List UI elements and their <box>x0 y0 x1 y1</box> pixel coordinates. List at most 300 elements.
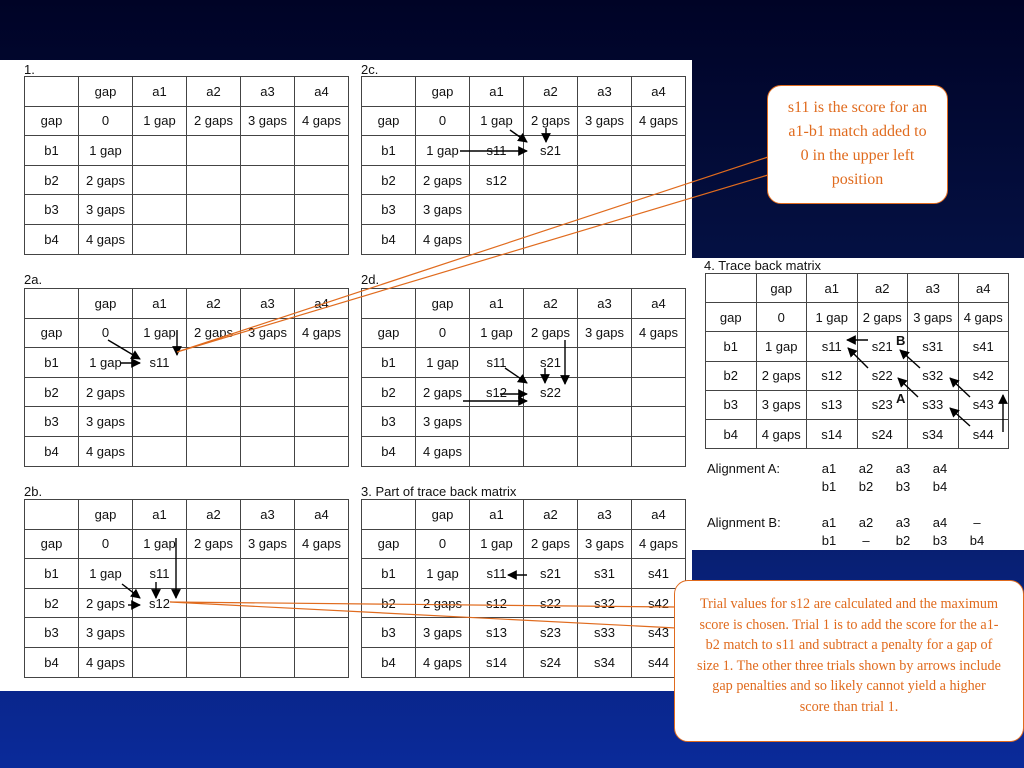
alignment-symbol: a4 <box>932 461 948 476</box>
matrix-cell: a3 <box>578 77 632 107</box>
matrix-cell <box>187 224 241 254</box>
matrix-cell: 0 <box>416 529 470 559</box>
table-row <box>25 647 349 677</box>
matrix-cell <box>632 195 686 225</box>
matrix-2c <box>361 76 686 255</box>
matrix-cell: s13 <box>807 390 858 419</box>
matrix-cell: a3 <box>578 500 632 530</box>
matrix-cell <box>187 407 241 437</box>
matrix-cell: s21 <box>857 332 908 361</box>
matrix-cell: b1 <box>25 559 79 589</box>
alignment-symbol: a2 <box>858 461 874 476</box>
matrix-cell: s12 <box>133 588 187 618</box>
panel-label-2c: 2c. <box>361 62 379 77</box>
table-row <box>706 390 1009 419</box>
alignment-symbol: b4 <box>932 479 948 494</box>
callout-s12: Trial values for s12 are calculated and the maximum score is chosen. Trial 1 is to add the score for the a1-b2 match to s11 and subtract a penalty for a gap of size 1. The other three trials shown by arrows include gap penalties and so likely cannot yield a higher score than trial 1. <box>674 580 1024 742</box>
matrix-cell: 4 gaps <box>295 318 349 348</box>
matrix-cell <box>632 165 686 195</box>
matrix-cell: a3 <box>578 289 632 319</box>
matrix-cell: a4 <box>295 289 349 319</box>
matrix-cell: a1 <box>807 274 858 303</box>
matrix-cell: 1 gap <box>416 348 470 378</box>
table-row <box>362 136 686 166</box>
matrix-cell: b2 <box>25 165 79 195</box>
matrix-cell: s41 <box>632 559 686 589</box>
table-row <box>25 436 349 466</box>
table-row <box>362 407 686 437</box>
matrix-cell: a2 <box>187 289 241 319</box>
matrix-cell: a2 <box>524 77 578 107</box>
matrix-cell: b1 <box>25 348 79 378</box>
alignment-symbol: b2 <box>895 533 911 548</box>
matrix-cell: s11 <box>470 559 524 589</box>
matrix-cell <box>578 436 632 466</box>
matrix-cell: s22 <box>524 377 578 407</box>
matrix-cell: 0 <box>79 318 133 348</box>
matrix-cell <box>632 348 686 378</box>
table-row <box>362 618 686 648</box>
table-row <box>362 500 686 530</box>
matrix-cell <box>187 377 241 407</box>
alignment-symbol: a4 <box>932 515 948 530</box>
matrix-cell: 3 gaps <box>578 106 632 136</box>
panel-label-2b: 2b. <box>24 484 43 499</box>
matrix-cell: b4 <box>706 419 757 448</box>
matrix-cell: 3 gaps <box>756 390 807 419</box>
matrix-cell: b2 <box>706 361 757 390</box>
matrix-cell: b1 <box>362 348 416 378</box>
matrix-cell: b3 <box>362 618 416 648</box>
matrix-cell: 1 gap <box>416 136 470 166</box>
matrix-cell: s32 <box>908 361 959 390</box>
matrix-cell <box>187 348 241 378</box>
table-row <box>362 588 686 618</box>
matrix-cell <box>524 224 578 254</box>
matrix-cell: b3 <box>25 195 79 225</box>
matrix-cell <box>241 377 295 407</box>
matrix-cell: s11 <box>133 348 187 378</box>
matrix-cell <box>241 559 295 589</box>
matrix-cell <box>706 274 757 303</box>
matrix-cell: 1 gap <box>416 559 470 589</box>
matrix-cell <box>578 407 632 437</box>
matrix-cell: s11 <box>470 348 524 378</box>
matrix-cell: 4 gaps <box>295 106 349 136</box>
matrix-cell: 3 gaps <box>241 529 295 559</box>
table-row <box>706 303 1009 332</box>
matrix-cell: gap <box>706 303 757 332</box>
matrix-cell: s11 <box>470 136 524 166</box>
matrix-cell <box>524 195 578 225</box>
matrix-cell: 1 gap <box>79 136 133 166</box>
panel-label-4: 4. Trace back matrix <box>704 258 822 273</box>
matrix-cell <box>295 618 349 648</box>
matrix-cell: a3 <box>241 289 295 319</box>
matrix-cell: b1 <box>362 559 416 589</box>
matrix-cell: a4 <box>295 500 349 530</box>
matrix-cell <box>470 195 524 225</box>
matrix-cell: b4 <box>362 647 416 677</box>
matrix-cell <box>470 407 524 437</box>
table-row <box>25 618 349 648</box>
matrix-cell: a4 <box>632 500 686 530</box>
matrix-cell <box>362 289 416 319</box>
table-row <box>25 407 349 437</box>
matrix-cell: b1 <box>25 136 79 166</box>
matrix-cell: a2 <box>524 500 578 530</box>
table-row <box>25 348 349 378</box>
matrix-cell: a1 <box>133 500 187 530</box>
matrix-cell: 4 gaps <box>79 436 133 466</box>
matrix-cell: 3 gaps <box>416 195 470 225</box>
matrix-cell <box>524 407 578 437</box>
matrix-cell <box>133 377 187 407</box>
panel-label-2d: 2d. <box>361 272 380 287</box>
matrix-cell: 3 gaps <box>241 318 295 348</box>
matrix-cell: 1 gap <box>133 106 187 136</box>
matrix-cell: a1 <box>133 77 187 107</box>
matrix-cell: 0 <box>79 106 133 136</box>
matrix-cell: 3 gaps <box>241 106 295 136</box>
matrix-cell: s21 <box>524 348 578 378</box>
matrix-cell: a2 <box>524 289 578 319</box>
matrix-cell: gap <box>79 77 133 107</box>
matrix-cell: 1 gap <box>133 318 187 348</box>
matrix-cell <box>133 436 187 466</box>
panel-label-2a: 2a. <box>24 272 43 287</box>
matrix-cell: b2 <box>362 165 416 195</box>
matrix-cell: 2 gaps <box>416 588 470 618</box>
matrix-cell <box>295 195 349 225</box>
matrix-2a <box>24 288 349 467</box>
table-row <box>25 559 349 589</box>
matrix-cell: 3 gaps <box>79 407 133 437</box>
alignment-symbol: b3 <box>895 479 911 494</box>
matrix-cell: a1 <box>470 77 524 107</box>
matrix-cell <box>187 647 241 677</box>
table-row <box>362 165 686 195</box>
matrix-cell: 2 gaps <box>187 318 241 348</box>
matrix-cell <box>187 436 241 466</box>
trace-marker-a: A <box>896 391 906 406</box>
matrix-cell: s24 <box>857 419 908 448</box>
table-row <box>25 529 349 559</box>
matrix-cell <box>632 436 686 466</box>
table-row <box>25 165 349 195</box>
matrix-cell: 2 gaps <box>524 529 578 559</box>
matrix-cell: 4 gaps <box>79 647 133 677</box>
matrix-cell <box>241 436 295 466</box>
main-figure-panel <box>0 60 692 691</box>
matrix-cell: 4 gaps <box>632 106 686 136</box>
matrix-cell: gap <box>756 274 807 303</box>
matrix-cell: s11 <box>807 332 858 361</box>
matrix-cell: s12 <box>470 377 524 407</box>
matrix-cell <box>295 348 349 378</box>
callout-s11: s11 is the score for an a1-b1 match added to 0 in the upper left position <box>767 85 948 204</box>
matrix-cell: s23 <box>857 390 908 419</box>
matrix-cell: s41 <box>958 332 1009 361</box>
matrix-cell: b4 <box>362 224 416 254</box>
matrix-cell: s13 <box>470 618 524 648</box>
matrix-cell <box>187 195 241 225</box>
matrix-cell: s31 <box>908 332 959 361</box>
matrix-cell: s42 <box>958 361 1009 390</box>
matrix-cell: 2 gaps <box>79 588 133 618</box>
matrix-cell <box>133 224 187 254</box>
matrix-cell: gap <box>79 289 133 319</box>
matrix-cell <box>362 77 416 107</box>
matrix-cell: 3 gaps <box>908 303 959 332</box>
matrix-cell: s11 <box>133 559 187 589</box>
matrix-cell <box>187 165 241 195</box>
matrix-cell <box>632 377 686 407</box>
matrix-cell <box>241 588 295 618</box>
matrix-cell: a3 <box>241 500 295 530</box>
matrix-cell: 1 gap <box>807 303 858 332</box>
matrix-cell <box>241 165 295 195</box>
matrix-cell: 2 gaps <box>416 165 470 195</box>
matrix-cell <box>632 136 686 166</box>
table-row <box>25 588 349 618</box>
matrix-cell <box>133 136 187 166</box>
matrix-cell: s34 <box>908 419 959 448</box>
matrix-cell <box>187 559 241 589</box>
matrix-cell <box>470 436 524 466</box>
matrix-cell: 0 <box>416 318 470 348</box>
matrix-cell: s14 <box>807 419 858 448</box>
matrix-cell: s42 <box>632 588 686 618</box>
matrix-cell: b2 <box>25 588 79 618</box>
matrix-cell: gap <box>416 500 470 530</box>
matrix-cell: a1 <box>470 289 524 319</box>
matrix-cell: s12 <box>470 165 524 195</box>
matrix-cell: 1 gap <box>79 348 133 378</box>
matrix-cell: s44 <box>632 647 686 677</box>
matrix-cell: gap <box>25 529 79 559</box>
matrix-cell: b1 <box>362 136 416 166</box>
matrix-cell: s33 <box>908 390 959 419</box>
matrix-cell <box>187 588 241 618</box>
matrix-cell: 1 gap <box>756 332 807 361</box>
matrix-cell: 0 <box>416 106 470 136</box>
matrix-cell: s21 <box>524 559 578 589</box>
matrix-cell: b2 <box>362 377 416 407</box>
matrix-cell: a1 <box>470 500 524 530</box>
matrix-cell: b2 <box>25 377 79 407</box>
table-row <box>706 361 1009 390</box>
matrix-cell <box>25 77 79 107</box>
matrix-cell: 4 gaps <box>756 419 807 448</box>
matrix-cell <box>578 165 632 195</box>
matrix-cell <box>241 647 295 677</box>
table-row <box>25 289 349 319</box>
matrix-cell <box>578 348 632 378</box>
matrix-cell: 4 gaps <box>416 436 470 466</box>
matrix-cell <box>578 136 632 166</box>
matrix-cell <box>295 224 349 254</box>
matrix-cell <box>295 136 349 166</box>
matrix-cell <box>241 195 295 225</box>
matrix-cell: a1 <box>133 289 187 319</box>
matrix-cell <box>241 136 295 166</box>
matrix-cell: s22 <box>524 588 578 618</box>
matrix-cell <box>295 377 349 407</box>
table-row <box>706 332 1009 361</box>
matrix-1 <box>24 76 349 255</box>
matrix-2d <box>361 288 686 467</box>
matrix-cell <box>241 618 295 648</box>
matrix-cell: 4 gaps <box>632 318 686 348</box>
matrix-cell: 3 gaps <box>416 618 470 648</box>
matrix-cell: b4 <box>362 436 416 466</box>
matrix-cell: s31 <box>578 559 632 589</box>
matrix-cell: 1 gap <box>470 106 524 136</box>
matrix-cell: s21 <box>524 136 578 166</box>
matrix-cell <box>241 407 295 437</box>
matrix-cell: gap <box>416 289 470 319</box>
matrix-cell <box>632 224 686 254</box>
trace-marker-b: B <box>896 333 906 348</box>
table-row <box>25 224 349 254</box>
table-row <box>25 377 349 407</box>
matrix-cell <box>187 136 241 166</box>
matrix-cell: s43 <box>958 390 1009 419</box>
alignment-symbol: b3 <box>932 533 948 548</box>
table-row <box>362 559 686 589</box>
matrix-cell: s12 <box>807 361 858 390</box>
matrix-cell: gap <box>362 318 416 348</box>
matrix-cell <box>295 165 349 195</box>
matrix-cell: a3 <box>241 77 295 107</box>
matrix-cell: a2 <box>187 77 241 107</box>
matrix-cell: s14 <box>470 647 524 677</box>
panel-label-3: 3. Part of trace back matrix <box>361 484 517 499</box>
matrix-cell <box>524 165 578 195</box>
matrix-cell: gap <box>25 318 79 348</box>
matrix-cell <box>241 348 295 378</box>
matrix-cell <box>295 588 349 618</box>
alignment-symbol: a2 <box>858 515 874 530</box>
matrix-cell: 0 <box>756 303 807 332</box>
matrix-cell: b3 <box>362 407 416 437</box>
matrix-cell <box>578 224 632 254</box>
alignment-a-label: Alignment A: <box>707 461 780 476</box>
matrix-cell: b3 <box>706 390 757 419</box>
matrix-cell: gap <box>362 529 416 559</box>
matrix-cell <box>632 407 686 437</box>
alignment-symbol: – <box>862 533 870 548</box>
matrix-cell: gap <box>416 77 470 107</box>
matrix-cell <box>470 224 524 254</box>
table-row <box>25 136 349 166</box>
matrix-cell: 4 gaps <box>416 647 470 677</box>
table-row <box>25 77 349 107</box>
matrix-cell <box>578 377 632 407</box>
matrix-cell: 0 <box>79 529 133 559</box>
matrix-cell: b3 <box>25 407 79 437</box>
alignment-symbol: a1 <box>821 461 837 476</box>
matrix-cell: a2 <box>187 500 241 530</box>
matrix-cell: b4 <box>25 224 79 254</box>
matrix-cell: 3 gaps <box>578 318 632 348</box>
table-row <box>362 529 686 559</box>
matrix-cell: a4 <box>958 274 1009 303</box>
matrix-cell: b3 <box>362 195 416 225</box>
matrix-cell <box>133 165 187 195</box>
matrix-cell: 4 gaps <box>79 224 133 254</box>
matrix-cell: a4 <box>632 77 686 107</box>
matrix-cell: s44 <box>958 419 1009 448</box>
matrix-cell <box>241 224 295 254</box>
matrix-cell: s22 <box>857 361 908 390</box>
matrix-cell: 4 gaps <box>416 224 470 254</box>
alignment-symbol: – <box>973 515 981 530</box>
table-row <box>362 436 686 466</box>
matrix-cell: gap <box>79 500 133 530</box>
matrix-cell <box>25 289 79 319</box>
matrix-cell: 2 gaps <box>756 361 807 390</box>
alignment-symbol: a3 <box>895 515 911 530</box>
matrix-cell <box>295 407 349 437</box>
matrix-cell: 2 gaps <box>187 106 241 136</box>
matrix-cell: a3 <box>908 274 959 303</box>
matrix-cell: 1 gap <box>133 529 187 559</box>
matrix-cell: s24 <box>524 647 578 677</box>
matrix-cell: s43 <box>632 618 686 648</box>
matrix-cell: s12 <box>470 588 524 618</box>
table-row <box>362 318 686 348</box>
matrix-cell <box>362 500 416 530</box>
matrix-cell: b4 <box>25 647 79 677</box>
matrix-cell: 4 gaps <box>632 529 686 559</box>
matrix-cell: b1 <box>706 332 757 361</box>
matrix-cell <box>133 195 187 225</box>
table-row <box>362 77 686 107</box>
matrix-cell: gap <box>25 106 79 136</box>
table-row <box>25 500 349 530</box>
matrix-cell: s32 <box>578 588 632 618</box>
matrix-cell: s33 <box>578 618 632 648</box>
alignment-symbol: b2 <box>858 479 874 494</box>
matrix-cell: a4 <box>632 289 686 319</box>
table-row <box>362 106 686 136</box>
matrix-cell: 3 gaps <box>416 407 470 437</box>
matrix-cell: 1 gap <box>470 318 524 348</box>
table-row <box>362 289 686 319</box>
matrix-cell: 1 gap <box>470 529 524 559</box>
matrix-cell <box>578 195 632 225</box>
matrix-cell: 2 gaps <box>524 106 578 136</box>
matrix-cell: a4 <box>295 77 349 107</box>
alignment-symbol: a1 <box>821 515 837 530</box>
table-row <box>706 419 1009 448</box>
matrix-cell: gap <box>362 106 416 136</box>
matrix-cell: b4 <box>25 436 79 466</box>
matrix-cell: s23 <box>524 618 578 648</box>
matrix-cell: 3 gaps <box>578 529 632 559</box>
matrix-cell: 3 gaps <box>79 618 133 648</box>
matrix-cell <box>524 436 578 466</box>
matrix-cell: 4 gaps <box>295 529 349 559</box>
matrix-cell <box>295 436 349 466</box>
table-row <box>25 106 349 136</box>
matrix-cell <box>187 618 241 648</box>
table-row <box>362 195 686 225</box>
matrix-cell: 1 gap <box>79 559 133 589</box>
matrix-cell: b2 <box>362 588 416 618</box>
